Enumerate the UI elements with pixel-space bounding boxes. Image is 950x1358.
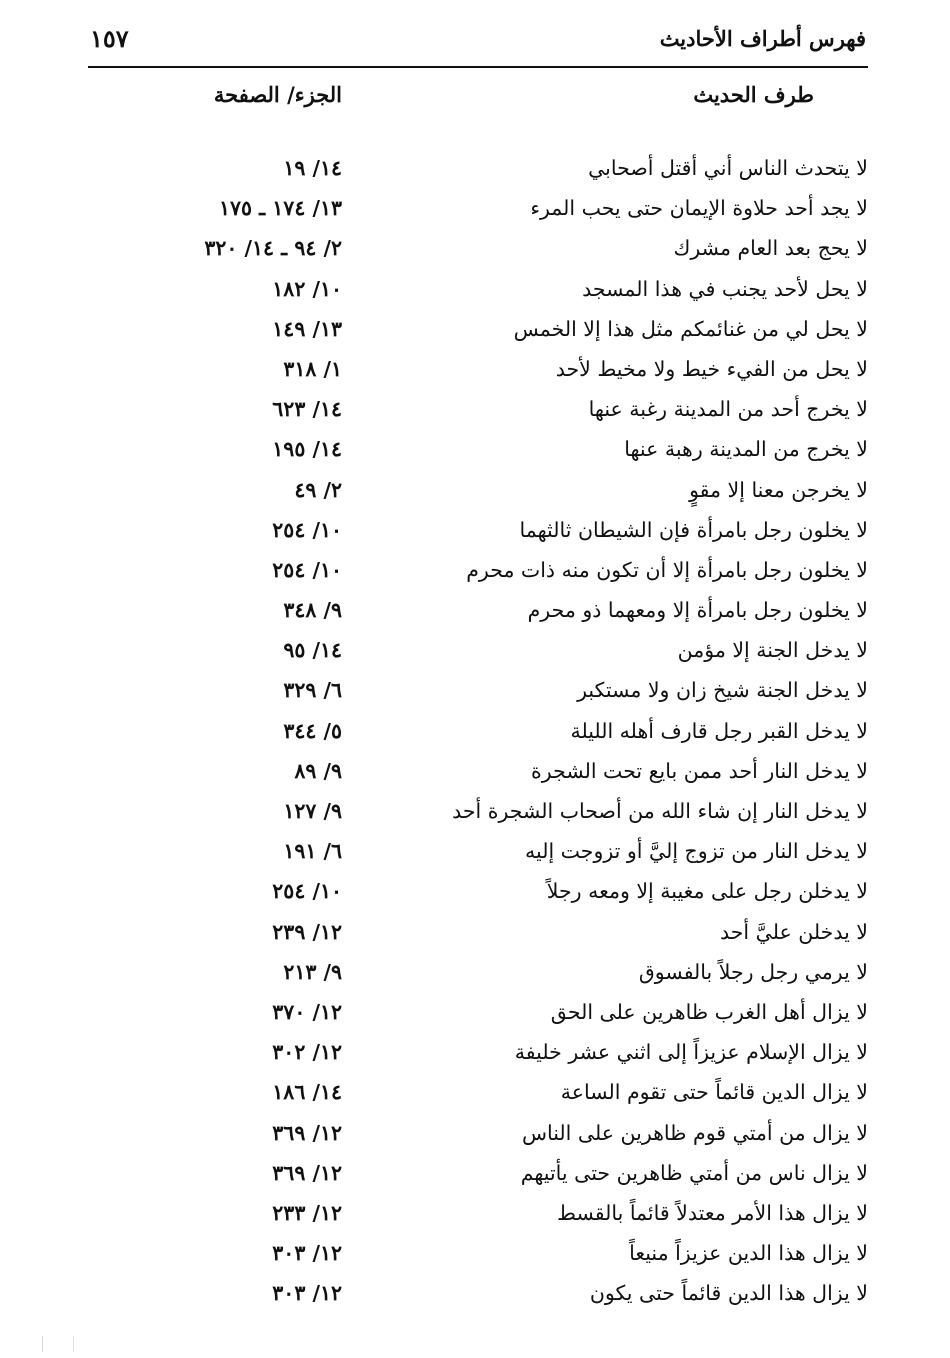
hadith-incipit: لا يرمي رجل رجلاً بالفسوق: [638, 959, 868, 984]
hadith-incipit: لا يحل لي من غنائمكم مثل هذا إلا الخمس: [513, 316, 868, 341]
hadith-incipit: لا يزال الدين قائماً حتى تقوم الساعة: [560, 1080, 868, 1105]
volume-page-reference: ٥/ ٣٤٤: [283, 718, 342, 743]
hadith-incipit: لا يدخل الجنة شيخ زان ولا مستكبر: [577, 678, 868, 703]
index-entry-row: [0, 956, 950, 996]
index-entry-row: [0, 232, 950, 272]
volume-page-reference: ١٠/ ١٨٢: [272, 276, 342, 301]
volume-page-reference: ١٢/ ٣٠٣: [272, 1281, 342, 1306]
index-entry-row: [0, 1117, 950, 1157]
volume-page-reference: ١٤/ ١٩: [283, 156, 342, 180]
index-entry-row: [0, 1157, 950, 1197]
hadith-incipit: لا يزال هذا الأمر معتدلاً قائماً بالقسط: [556, 1200, 868, 1225]
volume-page-reference: ١٢/ ٣٠٣: [272, 1241, 342, 1266]
hadith-incipit: لا يزال ناس من أمتي ظاهرين حتى يأتيهم: [520, 1160, 868, 1185]
volume-page-reference: ١٢/ ٢٣٩: [272, 919, 342, 944]
volume-page-reference: ١٢/ ٣٦٩: [272, 1120, 342, 1145]
volume-page-reference: ١/ ٣١٨: [283, 356, 342, 381]
index-entry-row: [0, 996, 950, 1036]
running-title: فهرس أطراف الأحاديث: [659, 26, 866, 51]
index-entry-row: [0, 755, 950, 795]
index-entry-row: [0, 192, 950, 232]
index-entry-row: [0, 1076, 950, 1116]
hadith-incipit: لا يخلون رجل بامرأة إلا أن تكون منه ذات محرم: [466, 557, 868, 582]
volume-page-reference: ٦/ ٣٢٩: [283, 678, 342, 703]
volume-page-reference: ١٤/ ١٩٥: [272, 437, 342, 462]
volume-page-reference: ١٢/ ٢٣٣: [272, 1200, 342, 1225]
index-entry-row: [0, 313, 950, 353]
hadith-incipit: لا يدخل النار إن شاء الله من أصحاب الشجرة أحد: [452, 799, 868, 823]
volume-page-reference: ١٢/ ٣٦٩: [272, 1160, 342, 1185]
volume-page-reference: ١٤/ ٦٢٣: [272, 397, 342, 422]
volume-page-column-heading: الجزء/ الصفحة: [213, 82, 342, 107]
index-entry-row: [0, 634, 950, 674]
page-number: ١٥٧: [90, 24, 129, 53]
volume-page-reference: ١٤/ ١٨٦: [272, 1080, 342, 1105]
hadith-incipit: لا يزال أهل الغرب ظاهرين على الحق: [550, 999, 868, 1024]
hadith-incipit: لا يخرجن معنا إلا مقوٍ: [689, 477, 868, 502]
hadith-column-heading: طرف الحديث: [693, 82, 814, 107]
hadith-incipit: لا يحل من الفيء خيط ولا مخيط لأحد: [555, 356, 868, 381]
index-entry-row: [0, 273, 950, 313]
volume-page-reference: ١٠/ ٢٥٤: [272, 557, 342, 582]
index-entry-row: [0, 474, 950, 514]
hadith-incipit: لا يدخل الجنة إلا مؤمن: [677, 638, 868, 663]
index-entry-row: [0, 393, 950, 433]
hadith-incipit: لا يزال الإسلام عزيزاً إلى اثني عشر خليفة: [514, 1040, 868, 1065]
volume-page-reference: ٩/ ١٢٧: [283, 799, 342, 823]
volume-page-reference: ١٠/ ٢٥٤: [272, 517, 342, 542]
volume-page-reference: ١٣/ ١٧٤ ـ ١٧٥: [218, 196, 342, 221]
hadith-incipit: لا يحج بعد العام مشرك: [673, 236, 868, 261]
hadith-incipit: لا يتحدث الناس أني أقتل أصحابي: [588, 156, 868, 180]
hadith-incipit: لا يدخل القبر رجل قارف أهله الليلة: [570, 718, 868, 743]
header-rule: [88, 66, 868, 68]
volume-page-reference: ٦/ ١٩١: [283, 839, 342, 864]
index-entry-row: [0, 594, 950, 634]
hadith-incipit: لا يخلون رجل بامرأة إلا ومعهما ذو محرم: [527, 598, 868, 623]
index-entry-row: [0, 1036, 950, 1076]
hadith-incipit: لا يزال هذا الدين قائماً حتى يكون: [589, 1281, 868, 1306]
index-entry-row: [0, 916, 950, 956]
index-entry-row: [0, 795, 950, 835]
hadith-incipit: لا يخرج أحد من المدينة رغبة عنها: [588, 397, 868, 422]
volume-page-reference: ٩/ ٨٩: [294, 758, 342, 783]
index-entry-row: [0, 514, 950, 554]
hadith-incipit: لا يدخلن رجل على مغيبة إلا ومعه رجلاً: [546, 879, 868, 904]
hadith-incipit: لا يدخلن عليَّ أحد: [719, 919, 868, 944]
hadith-incipit: لا يدخل النار من تزوج إليَّ أو تزوجت إليه: [525, 839, 868, 864]
index-entry-row: [0, 554, 950, 594]
index-entry-row: [0, 1237, 950, 1277]
index-entry-row: [0, 433, 950, 473]
hadith-incipit: لا يحل لأحد يجنب في هذا المسجد: [582, 276, 868, 301]
scan-artifact: [42, 1336, 74, 1352]
index-entries: [0, 152, 950, 1317]
hadith-incipit: لا يخرج من المدينة رهبة عنها: [624, 437, 868, 462]
hadith-incipit: لا يدخل النار أحد ممن بايع تحت الشجرة: [531, 758, 868, 783]
hadith-incipit: لا يخلون رجل بامرأة فإن الشيطان ثالثهما: [519, 517, 868, 542]
hadith-incipit: لا يزال من أمتي قوم ظاهرين على الناس: [521, 1120, 868, 1145]
volume-page-reference: ١٢/ ٣٧٠: [272, 999, 342, 1024]
index-entry-row: [0, 152, 950, 192]
volume-page-reference: ٢/ ٤٩: [294, 477, 342, 502]
volume-page-reference: ٩/ ٣٤٨: [283, 598, 342, 623]
volume-page-reference: ١٤/ ٩٥: [283, 638, 342, 663]
volume-page-reference: ٢/ ٩٤ ـ ١٤/ ٣٢٠: [204, 236, 342, 261]
volume-page-reference: ١٠/ ٢٥٤: [272, 879, 342, 904]
volume-page-reference: ١٢/ ٣٠٢: [272, 1040, 342, 1065]
hadith-incipit: لا يجد أحد حلاوة الإيمان حتى يحب المرء: [530, 196, 868, 221]
index-entry-row: [0, 835, 950, 875]
volume-page-reference: ١٣/ ١٤٩: [272, 316, 342, 341]
index-entry-row: [0, 875, 950, 915]
index-entry-row: [0, 353, 950, 393]
index-entry-row: [0, 1277, 950, 1317]
hadith-incipit: لا يزال هذا الدين عزيزاً منيعاً: [629, 1241, 868, 1266]
index-entry-row: [0, 715, 950, 755]
index-entry-row: [0, 1197, 950, 1237]
index-entry-row: [0, 674, 950, 714]
volume-page-reference: ٩/ ٢١٣: [283, 959, 342, 984]
